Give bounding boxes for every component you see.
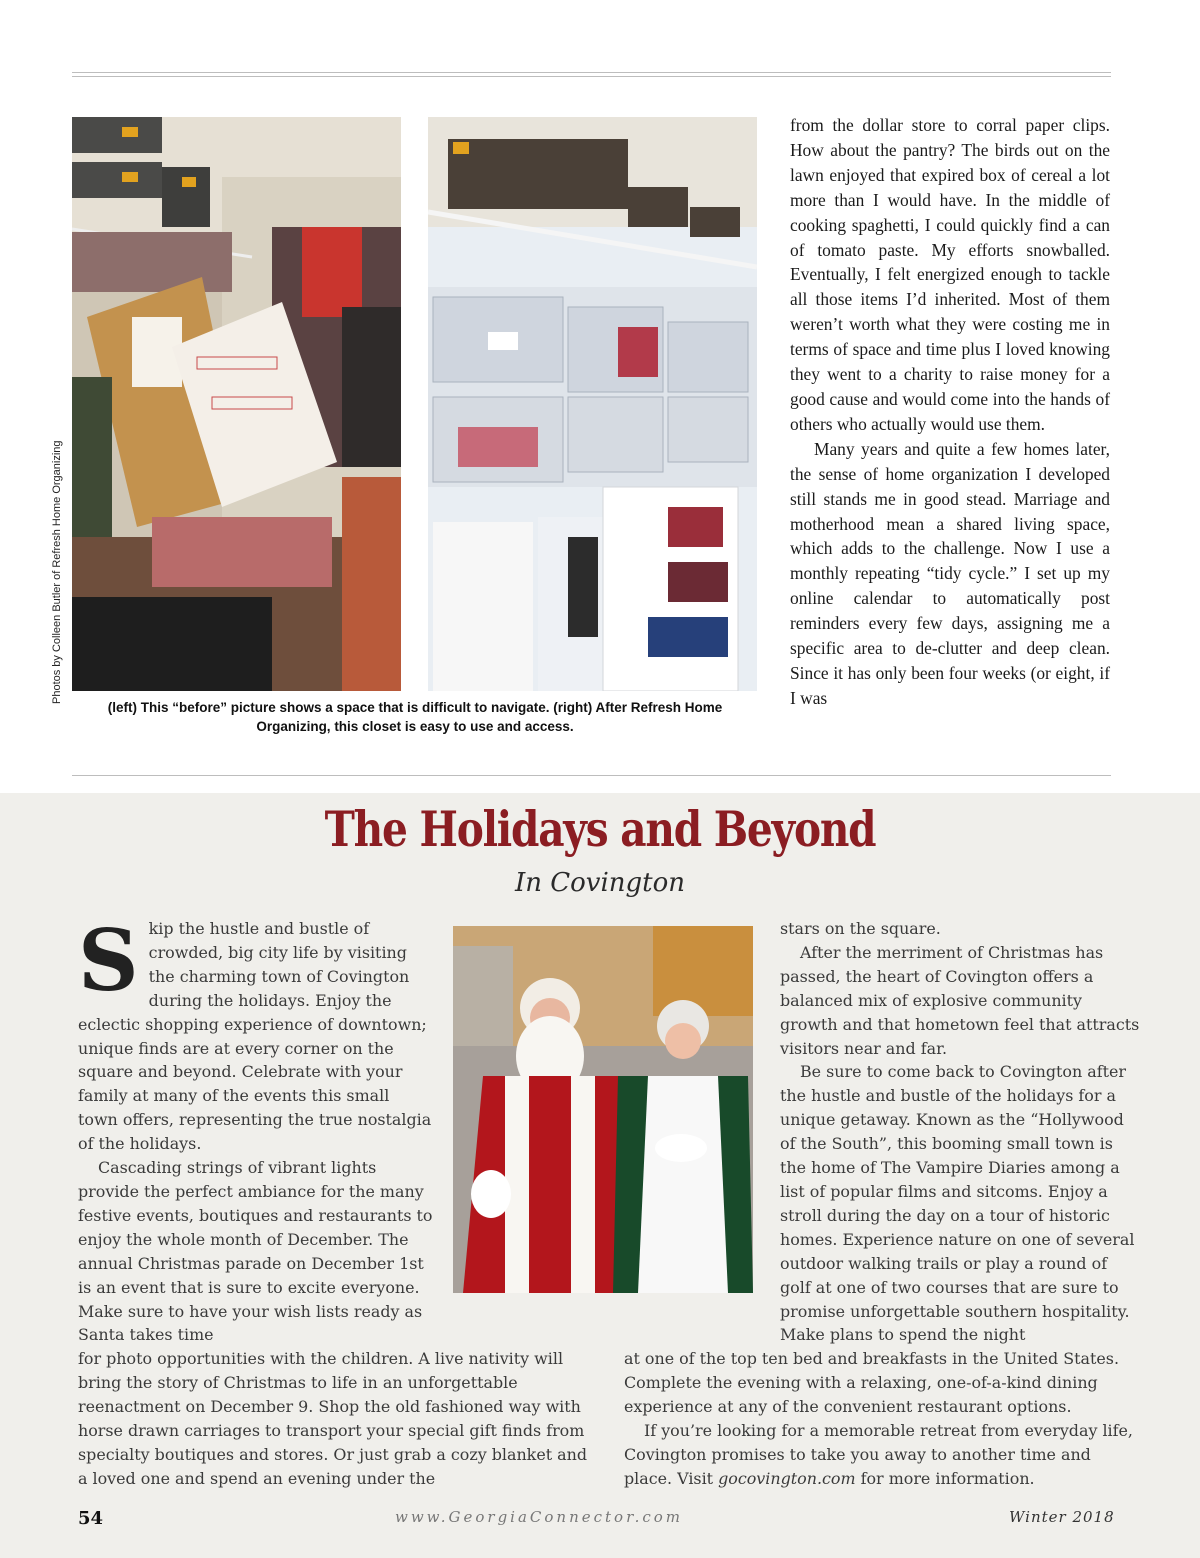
closing-text-end: for more information. [855, 1468, 1035, 1488]
drop-cap: S [78, 911, 139, 1010]
feature-paragraph [624, 1419, 1140, 1491]
feature-paragraph: Cascading strings of vibrant lights provide the perfect ambiance for the many festive events, boutiques and restaurants to enjoy the whole month of December. The annual Christmas parade on December 1st is an event that is sure to excite everyone. Make sure to have your wish lists ready as Santa takes time [78, 1158, 433, 1345]
feature-paragraph: for photo opportunities with the children. A live nativity will bring the story of Christmas to life in an unforgettable reenactment on December 9. Shop the old fashioned way with horse drawn carriages to transport your special gift finds from specialty boutiques and stores. Or just grab a cozy blanket and a loved one and spend an evening under the [78, 1349, 588, 1488]
feature-right-column [780, 917, 1140, 1347]
photo-credit: Photos by Colleen Butler of Refresh Home Organizing [51, 440, 63, 704]
website-link[interactable]: gocovington.com [718, 1468, 856, 1488]
santa-mrs-claus-photo [453, 926, 753, 1293]
feature-subtitle: In Covington [514, 868, 686, 898]
article-paragraph: Many years and quite a few homes later, the sense of home organization I developed still stands me in good stead. Marriage and motherhood mean a shared living space, which adds to the challenge. Now I use a monthly repeating “tidy cycle.” I set up my online calendar to automatically post reminders every few days, assigning me a specific area to de-clutter and deep clean. Since it has only been four weeks (or eight, if I was [790, 438, 1110, 708]
article-paragraph: from the dollar store to corral paper clips. How about the pantry? The birds out on the lawn enjoyed that expired box of cereal a lot more than I would have. In the middle of cooking spaghetti, I could quickly find a can of tomato paste. My efforts snowballed. Eventually, I felt energized enough to tackle all those items I’d inherited. Most of them weren’t worth what they were costing me in terms of space and time plus I loved knowing they went to a charity to raise money for a good cause and would come into the hands of others who actually would use them. [790, 115, 1110, 434]
feature-paragraph: After the merriment of Christmas has passed, the heart of Covington offers a balanced mix of explosive community growth and that hometown feel that attracts visitors near and far. [780, 942, 1140, 1058]
feature-title: The Holidays and Beyond [324, 800, 876, 858]
photo-caption: (left) This “before” picture shows a space that is difficult to navigate. (right) After Refresh Home Organizing, this closet is easy to use and access. [107, 700, 723, 734]
feature-paragraph: kip the hustle and bustle of crowded, big city life by visiting the charming town of Covington during the holidays. Enjoy the eclectic shopping experience of downtown; unique finds are at every corner on the square and beyond. Celebrate with your family at many of the events this small town offers, representing the true nostalgia of the holidays. [78, 919, 432, 1154]
feature-paragraph: Be sure to come back to Covington after the hustle and bustle of the holidays for a unique getaway. Known as the “Hollywood of the South”, this booming small town is the home of The Vampire Diaries among a list of popular films and sitcoms. Enjoy a stroll during the day on a tour of historic homes. Experience nature on one of several outdoor walking trails or play a round of golf at one of two courses that are sure to promise unforgettable southern hospitality. Make plans to spend the night [780, 1062, 1135, 1345]
feature-paragraph: at one of the top ten bed and breakfasts in the United States. Complete the evening with a relaxing, one-of-a-kind dining experience at any of the convenient restaurant options. [624, 1349, 1120, 1416]
feature-paragraph: stars on the square. [780, 919, 941, 938]
after-closet-photo [428, 117, 757, 691]
closing-text: If you’re looking for a memorable retreat from everyday life, Covington promises to take you away to another time and place. Visit [624, 1420, 1133, 1488]
feature-right-continuation [624, 1347, 1140, 1490]
top-double-rule [72, 72, 1111, 77]
section-divider [72, 775, 1111, 776]
page-number: 54 [78, 1508, 104, 1529]
feature-left-column [78, 911, 434, 1347]
magazine-url: www.GeorgiaConnector.com [395, 1508, 684, 1526]
article-continuation [790, 113, 1110, 711]
issue-label: Winter 2018 [1009, 1508, 1115, 1526]
feature-left-continuation [78, 1347, 588, 1490]
before-closet-photo [72, 117, 401, 691]
